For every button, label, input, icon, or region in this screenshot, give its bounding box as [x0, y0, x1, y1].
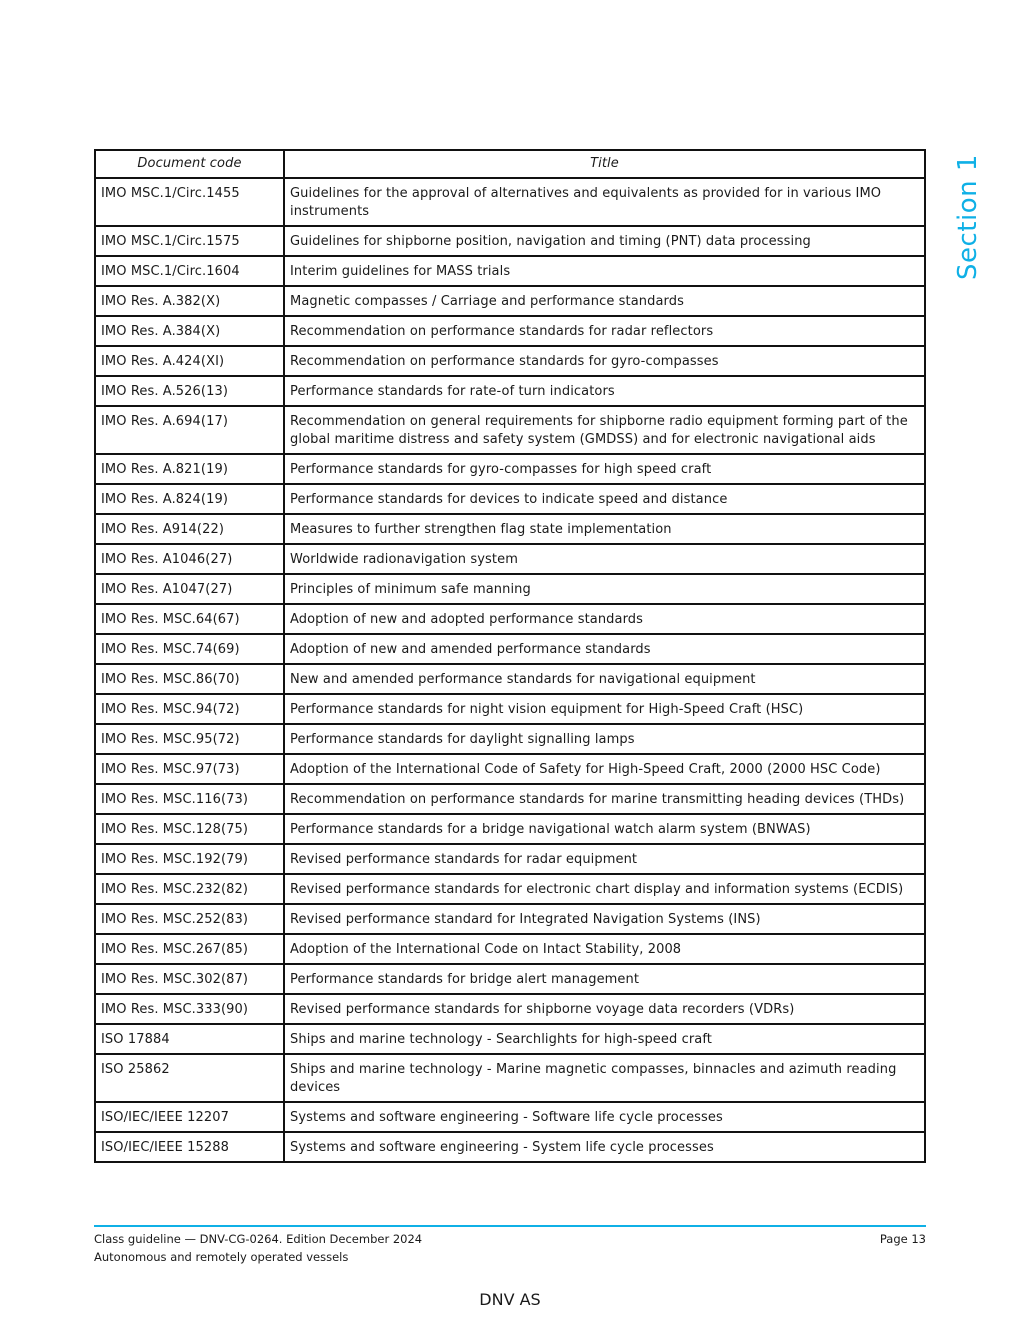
document-title-cell: Guidelines for the approval of alternatives and equivalents as provided for in various IMO instruments	[284, 178, 925, 226]
document-code-cell: IMO Res. MSC.116(73)	[95, 784, 284, 814]
document-code-cell: IMO MSC.1/Circ.1575	[95, 226, 284, 256]
document-title-cell: Guidelines for shipborne position, navigation and timing (PNT) data processing	[284, 226, 925, 256]
publisher-name: DNV AS	[479, 1290, 541, 1309]
document-code-cell: IMO Res. MSC.74(69)	[95, 634, 284, 664]
document-title-cell: Revised performance standards for electronic chart display and information systems (ECDIS)	[284, 874, 925, 904]
footer-divider	[94, 1225, 926, 1227]
table-row	[95, 1132, 925, 1162]
document-code-cell: IMO Res. MSC.192(79)	[95, 844, 284, 874]
document-title-cell: Recommendation on performance standards for gyro-compasses	[284, 346, 925, 376]
document-title-cell: Performance standards for rate-of turn indicators	[284, 376, 925, 406]
document-code-cell: IMO Res. A.694(17)	[95, 406, 284, 454]
document-code-cell: IMO Res. A.382(X)	[95, 286, 284, 316]
document-title-cell: Adoption of new and adopted performance standards	[284, 604, 925, 634]
table-row	[95, 814, 925, 844]
table-row	[95, 514, 925, 544]
document-code-cell: IMO Res. MSC.232(82)	[95, 874, 284, 904]
table-row	[95, 784, 925, 814]
table-row	[95, 904, 925, 934]
document-title-cell: Performance standards for daylight signalling lamps	[284, 724, 925, 754]
document-title-cell: Performance standards for devices to indicate speed and distance	[284, 484, 925, 514]
document-code-cell: IMO Res. MSC.333(90)	[95, 994, 284, 1024]
document-code-cell: IMO Res. A1046(27)	[95, 544, 284, 574]
table-row	[95, 454, 925, 484]
table-row	[95, 544, 925, 574]
table-row	[95, 178, 925, 226]
document-title-cell: Interim guidelines for MASS trials	[284, 256, 925, 286]
document-code-cell: ISO/IEC/IEEE 12207	[95, 1102, 284, 1132]
document-code-cell: IMO Res. A.824(19)	[95, 484, 284, 514]
column-header-title: Title	[284, 150, 925, 178]
document-code-cell: IMO Res. MSC.94(72)	[95, 694, 284, 724]
table-row	[95, 724, 925, 754]
table-row	[95, 346, 925, 376]
table-row	[95, 874, 925, 904]
document-title-cell: Adoption of the International Code of Safety for High-Speed Craft, 2000 (2000 HSC Code)	[284, 754, 925, 784]
document-code-cell: IMO Res. MSC.64(67)	[95, 604, 284, 634]
document-code-cell: IMO MSC.1/Circ.1455	[95, 178, 284, 226]
document-title-cell: Principles of minimum safe manning	[284, 574, 925, 604]
section-tab: Section 1	[953, 154, 983, 280]
footer-document-subtitle: Autonomous and remotely operated vessels	[94, 1250, 349, 1264]
table-row	[95, 754, 925, 784]
table-row	[95, 994, 925, 1024]
table-row	[95, 316, 925, 346]
table-row	[95, 256, 925, 286]
document-code-cell: IMO Res. A.424(XI)	[95, 346, 284, 376]
table-row	[95, 226, 925, 256]
document-code-cell: IMO Res. A.526(13)	[95, 376, 284, 406]
table-row	[95, 664, 925, 694]
document-code-cell: ISO/IEC/IEEE 15288	[95, 1132, 284, 1162]
table-row	[95, 1054, 925, 1102]
document-title-cell: Ships and marine technology - Searchlights for high-speed craft	[284, 1024, 925, 1054]
document-title-cell: Adoption of the International Code on Intact Stability, 2008	[284, 934, 925, 964]
document-code-cell: ISO 17884	[95, 1024, 284, 1054]
document-code-cell: IMO Res. A1047(27)	[95, 574, 284, 604]
column-header-document-code: Document code	[95, 150, 284, 178]
document-title-cell: Measures to further strengthen flag state implementation	[284, 514, 925, 544]
table-row	[95, 634, 925, 664]
document-title-cell: Adoption of new and amended performance standards	[284, 634, 925, 664]
table-row	[95, 406, 925, 454]
table-row	[95, 484, 925, 514]
document-title-cell: Systems and software engineering - System life cycle processes	[284, 1132, 925, 1162]
document-title-cell: Performance standards for night vision equipment for High-Speed Craft (HSC)	[284, 694, 925, 724]
document-code-cell: ISO 25862	[95, 1054, 284, 1102]
page-number: Page 13	[879, 1232, 926, 1246]
table-row	[95, 574, 925, 604]
table-header-row	[95, 150, 925, 178]
document-title-cell: Recommendation on general requirements for shipborne radio equipment forming part of the global maritime distress and safety system (GMDSS) and for electronic navigational aids	[284, 406, 925, 454]
document-title-cell: Systems and software engineering - Software life cycle processes	[284, 1102, 925, 1132]
reference-documents-table	[94, 149, 926, 1163]
document-code-cell: IMO Res. MSC.86(70)	[95, 664, 284, 694]
table-row	[95, 1102, 925, 1132]
document-code-cell: IMO Res. MSC.95(72)	[95, 724, 284, 754]
document-title-cell: Performance standards for gyro-compasses for high speed craft	[284, 454, 925, 484]
document-title-cell: Performance standards for a bridge navigational watch alarm system (BNWAS)	[284, 814, 925, 844]
document-code-cell: IMO Res. MSC.128(75)	[95, 814, 284, 844]
table-row	[95, 844, 925, 874]
table-body	[95, 178, 925, 1162]
document-code-cell: IMO Res. A.821(19)	[95, 454, 284, 484]
table-row	[95, 934, 925, 964]
table-row	[95, 964, 925, 994]
document-title-cell: Performance standards for bridge alert management	[284, 964, 925, 994]
footer-document-info: Class guideline — DNV-CG-0264. Edition December 2024	[94, 1232, 423, 1246]
document-code-cell: IMO Res. MSC.252(83)	[95, 904, 284, 934]
table-row	[95, 1024, 925, 1054]
document-code-cell: IMO Res. MSC.267(85)	[95, 934, 284, 964]
table-row	[95, 604, 925, 634]
document-code-cell: IMO Res. A.384(X)	[95, 316, 284, 346]
table-row	[95, 376, 925, 406]
document-title-cell: Ships and marine technology - Marine magnetic compasses, binnacles and azimuth reading devices	[284, 1054, 925, 1102]
document-title-cell: Revised performance standard for Integrated Navigation Systems (INS)	[284, 904, 925, 934]
table-row	[95, 694, 925, 724]
document-title-cell: Recommendation on performance standards for marine transmitting heading devices (THDs)	[284, 784, 925, 814]
document-code-cell: IMO MSC.1/Circ.1604	[95, 256, 284, 286]
document-title-cell: New and amended performance standards for navigational equipment	[284, 664, 925, 694]
document-code-cell: IMO Res. A914(22)	[95, 514, 284, 544]
document-code-cell: IMO Res. MSC.302(87)	[95, 964, 284, 994]
document-title-cell: Magnetic compasses / Carriage and performance standards	[284, 286, 925, 316]
document-title-cell: Recommendation on performance standards for radar reflectors	[284, 316, 925, 346]
document-code-cell: IMO Res. MSC.97(73)	[95, 754, 284, 784]
document-title-cell: Revised performance standards for shipborne voyage data recorders (VDRs)	[284, 994, 925, 1024]
document-title-cell: Revised performance standards for radar equipment	[284, 844, 925, 874]
table-row	[95, 286, 925, 316]
document-title-cell: Worldwide radionavigation system	[284, 544, 925, 574]
